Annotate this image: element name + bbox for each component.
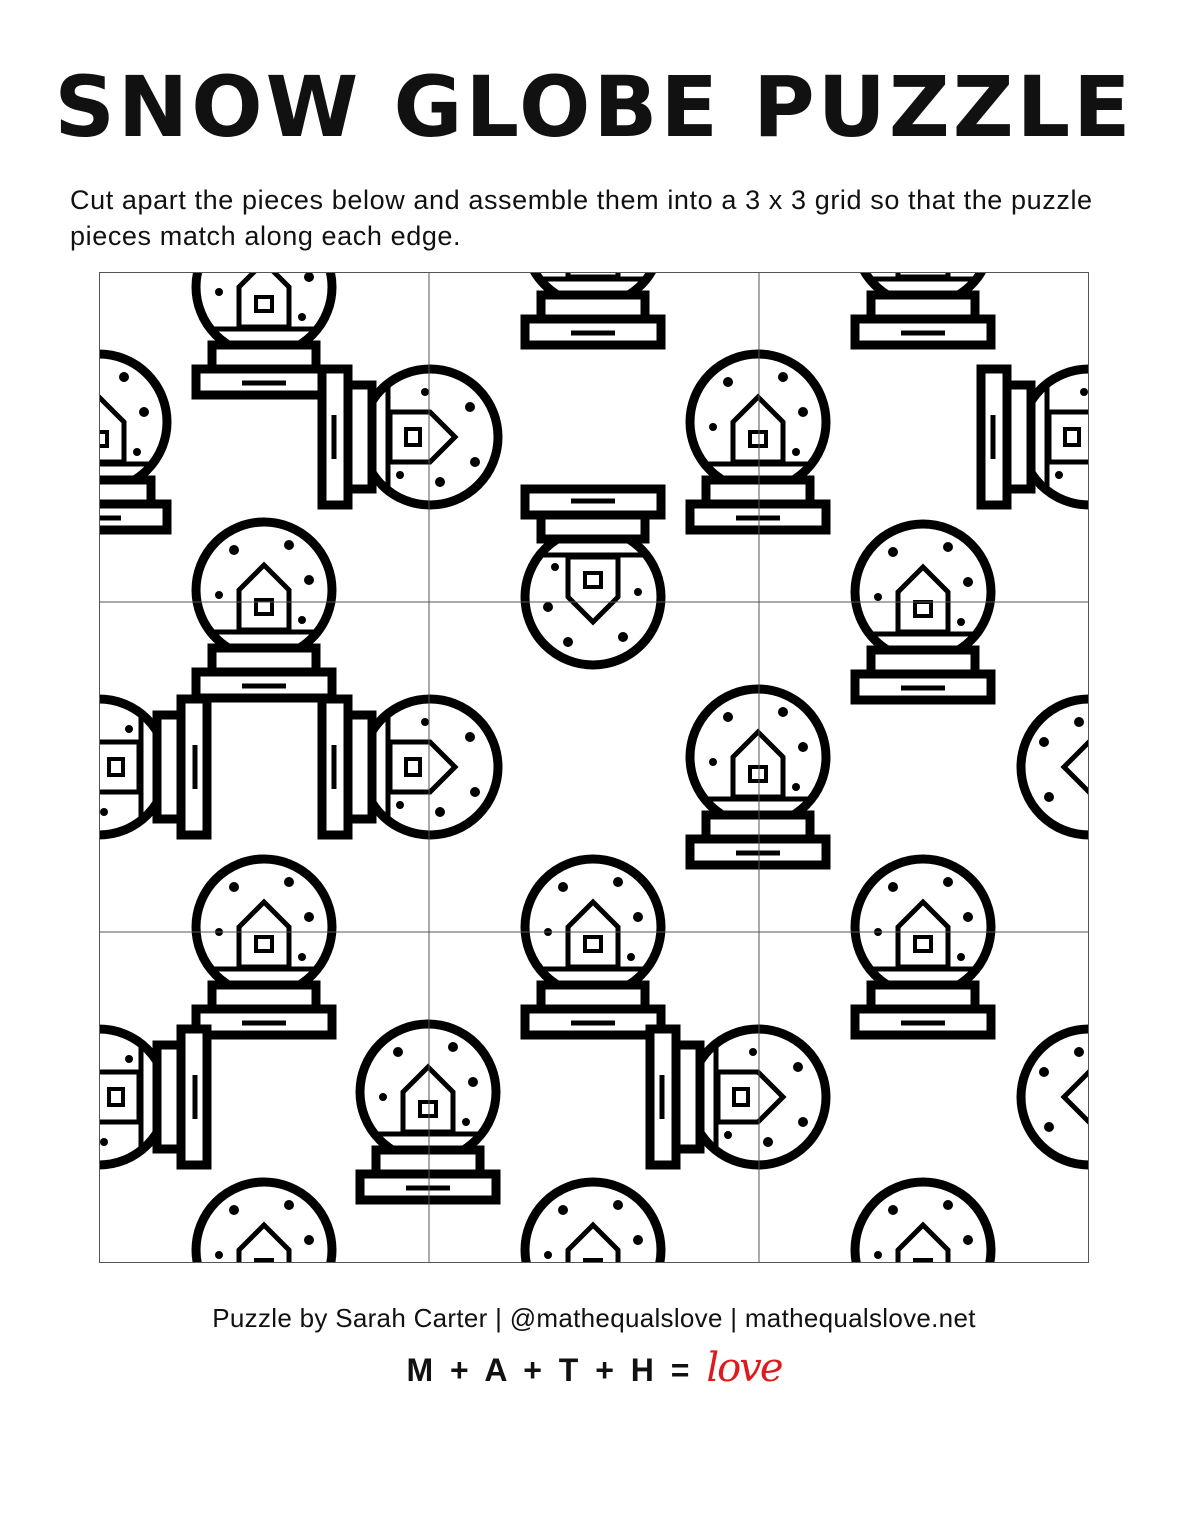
puzzle-grid xyxy=(99,272,1089,1263)
snow-globe-icon xyxy=(855,1182,991,1263)
snow-globe-icon xyxy=(322,369,498,505)
page-title: SNOW GLOBE PUZZLE xyxy=(54,58,1134,156)
snow-globe-icon xyxy=(525,489,661,665)
snow-globe-icon xyxy=(99,354,167,530)
snow-globe-icon xyxy=(196,272,332,395)
logo-text: M + A + T + H = xyxy=(406,1352,694,1388)
snow-globe-icon xyxy=(690,689,826,865)
snow-globe-icon xyxy=(855,272,991,345)
snow-globe-icon xyxy=(322,699,498,835)
math-equals-love-logo xyxy=(0,1345,1188,1391)
snow-globe-icon xyxy=(196,522,332,698)
credit-line: Puzzle by Sarah Carter | @mathequalslove | mathequalslove.net xyxy=(212,1303,976,1333)
snow-globe-icon xyxy=(99,699,207,835)
snow-globe-icon xyxy=(525,272,661,345)
snow-globe-icon-grid xyxy=(99,272,1089,1263)
snow-globe-icon xyxy=(981,369,1089,505)
snow-globe-icon xyxy=(855,524,991,700)
snow-globe-icon xyxy=(525,1182,661,1263)
snow-globe-icon xyxy=(1021,699,1089,835)
snow-globe-icon xyxy=(360,1024,496,1200)
logo-love: love xyxy=(706,1345,782,1391)
snow-globe-icon xyxy=(650,1029,826,1165)
snow-globe-icon xyxy=(196,1182,332,1263)
snow-globe-icon xyxy=(99,1029,207,1165)
snow-globe-icon xyxy=(1021,1029,1089,1165)
snow-globe-icon xyxy=(196,859,332,1035)
snow-globe-icon xyxy=(525,859,661,1035)
snow-globe-icon xyxy=(855,859,991,1035)
instructions: Cut apart the pieces below and assemble them into a 3 x 3 grid so that the puzzle pieces match along each edge. xyxy=(70,185,1093,251)
snow-globe-icon xyxy=(690,354,826,530)
